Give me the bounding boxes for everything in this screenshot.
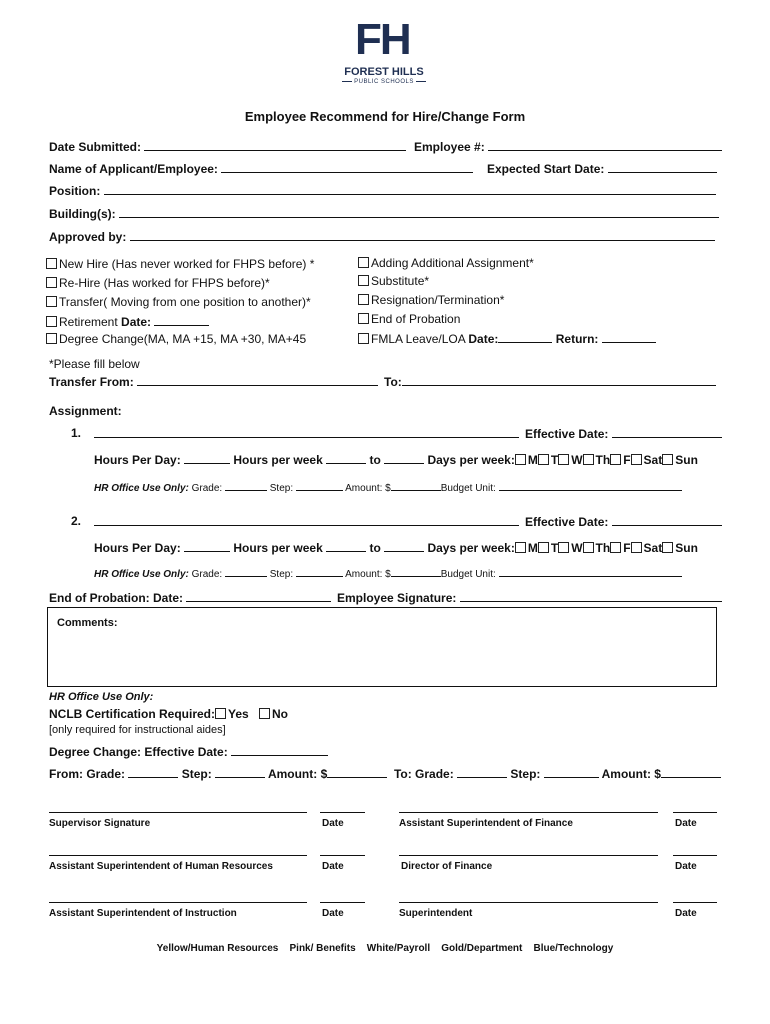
- assignment-2-effective-row: [525, 514, 722, 529]
- employee-signature-row: [337, 590, 722, 605]
- logo-name: FOREST HILLS: [344, 66, 424, 78]
- end-probation-date-field[interactable]: [186, 590, 331, 602]
- grade-field[interactable]: [225, 567, 267, 577]
- start-date-field[interactable]: [608, 161, 717, 173]
- copy-white: White/Payroll: [366, 943, 431, 954]
- employee-no-field[interactable]: [488, 139, 722, 151]
- asst-hr-date-line[interactable]: [320, 855, 365, 856]
- date-label: Date: [675, 818, 697, 829]
- copy-yellow: Yellow/Human Resources: [156, 943, 279, 954]
- supervisor-signature-line[interactable]: [49, 812, 307, 813]
- buildings-label: Building(s):: [49, 207, 116, 221]
- checkbox[interactable]: [358, 313, 369, 324]
- copy-gold: Gold/Department: [441, 943, 523, 954]
- employee-signature-field[interactable]: [460, 590, 722, 602]
- day-option-w[interactable]: W: [558, 541, 582, 555]
- assignment-1-title-field[interactable]: [94, 426, 519, 438]
- day-option-sat[interactable]: Sat: [631, 541, 663, 555]
- copy-pink: Pink/ Benefits: [289, 943, 356, 954]
- option-resignation[interactable]: Resignation/Termination*: [358, 293, 504, 307]
- option-rehire[interactable]: Re-Hire (Has worked for FHPS before)*: [46, 276, 270, 290]
- transfer-to-row: [384, 374, 716, 389]
- checkbox[interactable]: [46, 316, 57, 327]
- employee-no-row: [414, 139, 722, 154]
- end-probation-label: End of Probation: Date:: [49, 591, 183, 605]
- assignment-1-hours-row: Hours Per Day: Hours per week to Days per week: M T W Th F Sat Sun: [94, 453, 698, 467]
- checkbox[interactable]: [358, 257, 369, 268]
- transfer-to-field[interactable]: [402, 374, 716, 386]
- amount-field[interactable]: [391, 481, 441, 491]
- supervisor-label: Supervisor Signature: [49, 818, 151, 829]
- day-option-sun[interactable]: Sun: [662, 541, 698, 555]
- retirement-date-field[interactable]: [154, 314, 209, 326]
- hours-week-to-field[interactable]: [384, 540, 424, 552]
- distribution-line: [0, 943, 770, 954]
- transfer-from-row: [49, 374, 378, 389]
- degree-change-label: Degree Change: Effective Date:: [49, 745, 228, 759]
- budget-unit-field[interactable]: [499, 481, 682, 491]
- asst-hr-label: Assistant Superintendent of Human Resources: [49, 861, 273, 872]
- assignment-2-effective-field[interactable]: [612, 514, 722, 526]
- logo-letters: FH: [355, 15, 410, 64]
- assignment-1-title-row: [94, 426, 519, 441]
- transfer-from-label: Transfer From:: [49, 375, 134, 389]
- degree-change-row: [49, 744, 328, 759]
- superintendent-label: Superintendent: [399, 908, 473, 919]
- assignment-2-hr-row: HR Office Use Only: Grade: Step: Amount: $ Budget Unit:: [94, 567, 682, 580]
- step-field[interactable]: [296, 567, 343, 577]
- date-label: Date: [675, 908, 697, 919]
- approved-row: [49, 229, 715, 244]
- option-retirement[interactable]: Retirement Date:: [46, 314, 209, 329]
- copy-blue: Blue/Technology: [533, 943, 614, 954]
- to-step-field[interactable]: [544, 766, 599, 778]
- nclb-note: [only required for instructional aides]: [49, 724, 226, 736]
- step-field[interactable]: [296, 481, 343, 491]
- hours-week-from-field[interactable]: [326, 540, 366, 552]
- effective-date-label: Effective Date:: [525, 515, 609, 529]
- asst-hr-signature-line[interactable]: [49, 855, 307, 856]
- day-option-m[interactable]: M: [515, 453, 538, 467]
- from-step-field[interactable]: [215, 766, 265, 778]
- amount-field[interactable]: [391, 567, 441, 577]
- name-field[interactable]: [221, 161, 473, 173]
- employee-no-label: Employee #:: [414, 140, 485, 154]
- day-option-sun[interactable]: Sun: [662, 453, 698, 467]
- director-finance-signature-line[interactable]: [399, 855, 658, 856]
- nclb-label: NCLB Certification Required:: [49, 707, 216, 721]
- day-option-th[interactable]: Th: [583, 453, 611, 467]
- position-row: [49, 183, 716, 198]
- hours-week-from-field[interactable]: [326, 452, 366, 464]
- assignment-2-hours-row: Hours Per Day: Hours per week to Days per week: M T W Th F Sat Sun: [94, 541, 698, 555]
- checkbox[interactable]: [46, 333, 57, 344]
- assignment-1-effective-field[interactable]: [612, 426, 722, 438]
- asst-finance-signature-line[interactable]: [399, 812, 658, 813]
- to-grade-field[interactable]: [457, 766, 507, 778]
- position-field[interactable]: [104, 183, 716, 195]
- option-substitute[interactable]: Substitute*: [358, 274, 429, 288]
- assignment-1-effective-row: [525, 426, 722, 441]
- approved-label: Approved by:: [49, 230, 127, 244]
- day-option-t[interactable]: T: [538, 453, 558, 467]
- to-amount-field[interactable]: [661, 766, 721, 778]
- day-option-w[interactable]: W: [558, 453, 582, 467]
- asst-instruction-signature-line[interactable]: [49, 902, 307, 903]
- assignment-1-hr-row: HR Office Use Only: Grade: Step: Amount: $ Budget Unit:: [94, 481, 682, 494]
- date-submitted-label: Date Submitted:: [49, 140, 142, 154]
- comments-box[interactable]: [47, 607, 717, 687]
- fmla-date-field[interactable]: [498, 331, 552, 343]
- asst-instruction-date-line[interactable]: [320, 902, 365, 903]
- name-row: [49, 161, 473, 176]
- option-degree-change[interactable]: Degree Change(MA, MA +15, MA +30, MA+45: [46, 332, 306, 346]
- option-transfer[interactable]: Transfer( Moving from one position to another)*: [46, 295, 311, 309]
- district-logo: [337, 16, 431, 90]
- start-date-row: [487, 161, 717, 176]
- checkbox[interactable]: [46, 258, 57, 269]
- supervisor-date-line[interactable]: [320, 812, 365, 813]
- start-date-label: Expected Start Date:: [487, 162, 605, 176]
- option-end-probation[interactable]: End of Probation: [358, 312, 460, 326]
- option-fmla[interactable]: FMLA Leave/LOA Date: Return:: [358, 331, 656, 346]
- checkbox[interactable]: [358, 333, 369, 344]
- asst-finance-date-line[interactable]: [673, 812, 717, 813]
- date-label: Date: [322, 818, 344, 829]
- end-probation-row: [49, 590, 331, 605]
- employee-signature-label: Employee Signature:: [337, 591, 457, 605]
- date-submitted-row: [49, 139, 406, 154]
- assignment-2-title-field[interactable]: [94, 514, 519, 526]
- date-label: Date: [675, 861, 697, 872]
- grade-field[interactable]: [225, 481, 267, 491]
- asst-instruction-label: Assistant Superintendent of Instruction: [49, 908, 237, 919]
- transfer-from-field[interactable]: [137, 374, 378, 386]
- nclb-yes-option[interactable]: Yes: [215, 707, 249, 721]
- hours-per-day-field[interactable]: [184, 452, 230, 464]
- day-option-f[interactable]: F: [610, 541, 630, 555]
- logo-sub: PUBLIC SCHOOLS: [337, 79, 431, 85]
- assignment-1-number: 1.: [71, 426, 82, 440]
- assignment-2-title-row: [94, 514, 519, 529]
- checkbox[interactable]: [358, 294, 369, 305]
- comments-label: Comments:: [57, 617, 118, 629]
- day-option-th[interactable]: Th: [583, 541, 611, 555]
- budget-unit-field[interactable]: [499, 567, 682, 577]
- checkbox[interactable]: [46, 277, 57, 288]
- day-option-sat[interactable]: Sat: [631, 453, 663, 467]
- day-option-t[interactable]: T: [538, 541, 558, 555]
- option-new-hire[interactable]: New Hire (Has never worked for FHPS before) *: [46, 257, 314, 271]
- assignment-heading: Assignment:: [49, 404, 122, 418]
- form-title: Employee Recommend for Hire/Change Form: [244, 109, 526, 124]
- fill-below-note: *Please fill below: [49, 357, 140, 371]
- checkbox[interactable]: [46, 296, 57, 307]
- fmla-return-field[interactable]: [602, 331, 656, 343]
- day-option-f[interactable]: F: [610, 453, 630, 467]
- nclb-no-option[interactable]: No: [259, 707, 288, 721]
- director-finance-date-line[interactable]: [673, 855, 717, 856]
- buildings-field[interactable]: [119, 206, 719, 218]
- grade-change-row: From: Grade: Step: Amount: $ To: Grade: Step: Amount: $: [49, 766, 721, 781]
- effective-date-label: Effective Date:: [525, 427, 609, 441]
- from-amount-field[interactable]: [327, 766, 387, 778]
- from-grade-field[interactable]: [128, 766, 178, 778]
- degree-change-date-field[interactable]: [231, 744, 328, 756]
- superintendent-date-line[interactable]: [673, 902, 717, 903]
- date-label: Date: [322, 861, 344, 872]
- hr-heading: HR Office Use Only:: [49, 691, 154, 703]
- nclb-row: [49, 707, 249, 721]
- date-label: Date: [322, 908, 344, 919]
- superintendent-signature-line[interactable]: [399, 902, 658, 903]
- position-label: Position:: [49, 184, 101, 198]
- buildings-row: [49, 206, 719, 221]
- date-submitted-field[interactable]: [144, 139, 406, 151]
- asst-finance-label: Assistant Superintendent of Finance: [399, 818, 573, 829]
- option-additional-assignment[interactable]: Adding Additional Assignment*: [358, 256, 534, 270]
- hours-week-to-field[interactable]: [384, 452, 424, 464]
- approved-field[interactable]: [130, 229, 715, 241]
- director-finance-label: Director of Finance: [401, 861, 493, 872]
- transfer-to-label: To:: [384, 375, 402, 389]
- assignment-2-number: 2.: [71, 514, 82, 528]
- day-option-m[interactable]: M: [515, 541, 538, 555]
- name-label: Name of Applicant/Employee:: [49, 162, 218, 176]
- checkbox[interactable]: [358, 275, 369, 286]
- hours-per-day-field[interactable]: [184, 540, 230, 552]
